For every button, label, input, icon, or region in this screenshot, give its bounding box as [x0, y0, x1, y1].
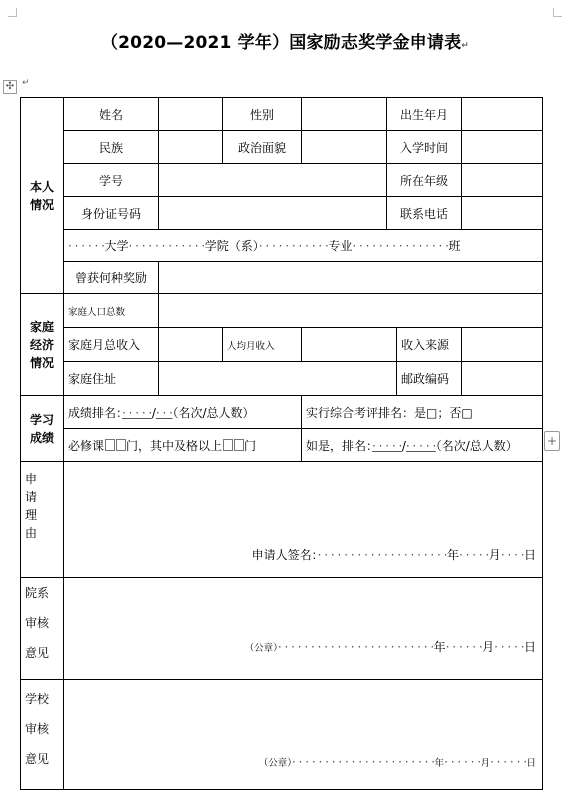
month-label: 月: [488, 548, 501, 562]
awards-field[interactable]: [159, 262, 543, 294]
row-id-card: [21, 197, 543, 230]
eval-label: 实行综合考评排名：是: [306, 405, 427, 420]
row-name: [21, 98, 543, 131]
required-count-box[interactable]: [105, 439, 115, 451]
passed-count-box[interactable]: [223, 439, 233, 451]
ranking-slash: /: [151, 405, 156, 420]
year-label: 年: [433, 640, 446, 654]
address-field[interactable]: [159, 362, 397, 396]
row-ranking: [21, 396, 543, 429]
application-form-table: [20, 97, 543, 790]
application-reason-field[interactable]: [64, 462, 543, 578]
phone-field[interactable]: [462, 197, 543, 230]
income-source-field[interactable]: [462, 328, 543, 362]
if-yes-label: 如是，排名：: [306, 438, 373, 453]
signature-label: 申请人签名：: [251, 548, 318, 562]
university-label: 大学: [104, 239, 129, 253]
per-capita-field[interactable]: [302, 328, 397, 362]
applicant-signature-line: 申请人签名：· · · · · · · · · · · · · · · · · · · ·年· · · · ·月· · · ·日: [251, 548, 537, 562]
department-review-field[interactable]: [64, 578, 543, 680]
grade-field[interactable]: [462, 164, 543, 197]
address-label: 家庭住址: [64, 362, 159, 396]
gender-label: 性别: [223, 98, 302, 131]
row-ethnicity: [21, 131, 543, 164]
if-yes-unit: （名次/总人数）: [435, 438, 518, 453]
row-address: [21, 362, 543, 396]
income-source-label: 收入来源: [397, 328, 462, 362]
row-department-review: [21, 578, 543, 680]
department-seal-line: （公章）· · · · · · · · · · · · · · · · · · · · · · · ·年· · · · · ·月· · · · ·日: [244, 640, 537, 654]
college-label: 学院（系）: [204, 239, 259, 253]
month-label: 月: [482, 640, 495, 654]
eval-yes-checkbox[interactable]: □: [426, 405, 438, 420]
seal-label: （公章）: [244, 643, 278, 654]
required-mid: 门，其中及格以上: [126, 438, 223, 453]
birth-label: 出生年月: [387, 98, 462, 131]
row-required: [21, 429, 543, 462]
political-label: 政治面貌: [223, 131, 302, 164]
political-field[interactable]: [302, 131, 387, 164]
required-count-box[interactable]: [116, 439, 126, 451]
id-card-label: 身份证号码: [64, 197, 159, 230]
passed-count-box[interactable]: [234, 439, 244, 451]
phone-label: 联系电话: [387, 197, 462, 230]
enroll-field[interactable]: [462, 131, 543, 164]
monthly-income-field[interactable]: [159, 328, 223, 362]
application-label: 申 请 理 由: [21, 462, 64, 578]
school-review-field[interactable]: [64, 680, 543, 790]
monthly-income-label: 家庭月总收入: [64, 328, 159, 362]
seal-label: （公章）: [258, 758, 293, 769]
per-capita-label: 人均月收入: [223, 328, 302, 362]
household-size-label: 家庭人口总数: [64, 294, 159, 328]
student-id-label: 学号: [64, 164, 159, 197]
eval-no-checkbox[interactable]: □: [461, 405, 473, 420]
row-awards: [21, 262, 543, 294]
postcode-label: 邮政编码: [397, 362, 462, 396]
id-card-field[interactable]: [159, 197, 387, 230]
eval-field[interactable]: [302, 396, 543, 429]
university-line[interactable]: · · · · · ·大学· · · · · · · · · · · ·学院（系）· · · · · · · · · · ·专业· · · · · · · · · · · · · · ·班: [64, 230, 543, 262]
year-label: 年: [434, 758, 445, 769]
row-university: [21, 230, 543, 262]
row-school-review: [21, 680, 543, 790]
ethnicity-label: 民族: [64, 131, 159, 164]
department-review-label: 院系 审核 意见: [21, 578, 64, 680]
if-yes-ranking-field[interactable]: 如是，排名：· · · · ·/· · · · ·（名次/总人数）: [302, 429, 543, 462]
ranking-unit: （名次/总人数）: [172, 405, 255, 420]
day-label: 日: [524, 640, 537, 654]
ethnicity-field[interactable]: [159, 131, 223, 164]
day-label: 日: [526, 758, 537, 769]
school-seal-line: （公章）· · · · · · · · · · · · · · · · · · · · · ·年· · · · · ·月· · · · · ·日: [258, 755, 537, 769]
class-label: 班: [448, 239, 461, 253]
row-application: [21, 462, 543, 578]
postcode-field[interactable]: [462, 362, 543, 396]
awards-label: 曾获何种奖励: [64, 262, 159, 294]
page-corner-top-left: [8, 8, 17, 17]
required-prefix: 必修课: [68, 438, 105, 453]
grade-label: 所在年级: [387, 164, 462, 197]
add-column-button[interactable]: +: [544, 431, 560, 451]
required-courses-field[interactable]: [64, 429, 302, 462]
day-label: 日: [524, 548, 537, 562]
section-personal: 本人 情况: [21, 98, 64, 294]
major-label: 专业: [328, 239, 353, 253]
household-size-field[interactable]: [159, 294, 543, 328]
paragraph-mark: ↵: [22, 78, 30, 88]
student-id-field[interactable]: [159, 164, 387, 197]
required-suffix: 门: [244, 438, 257, 453]
row-household: [21, 294, 543, 328]
ranking-label: 成绩排名：: [68, 405, 123, 420]
ranking-field[interactable]: 成绩排名：· · · · ·/· · ·（名次/总人数）: [64, 396, 302, 429]
document-title: （2020—2021 学年）国家励志奖学金申请表↵: [100, 33, 470, 53]
birth-field[interactable]: [462, 98, 543, 131]
year-label: 年: [446, 548, 459, 562]
table-move-handle-icon[interactable]: ✣: [3, 80, 17, 94]
page-corner-top-right: [553, 8, 562, 17]
enroll-label: 入学时间: [387, 131, 462, 164]
name-label: 姓名: [64, 98, 159, 131]
if-yes-slash: /: [401, 438, 406, 453]
row-income: [21, 328, 543, 362]
month-label: 月: [480, 758, 491, 769]
section-study: 学习 成绩: [21, 396, 64, 462]
school-review-label: 学校 审核 意见: [21, 680, 64, 790]
eval-no-label: ；否: [437, 405, 462, 420]
row-student-id: [21, 164, 543, 197]
name-field[interactable]: [159, 98, 223, 131]
gender-field[interactable]: [302, 98, 387, 131]
section-family: 家庭 经济 情况: [21, 294, 64, 396]
